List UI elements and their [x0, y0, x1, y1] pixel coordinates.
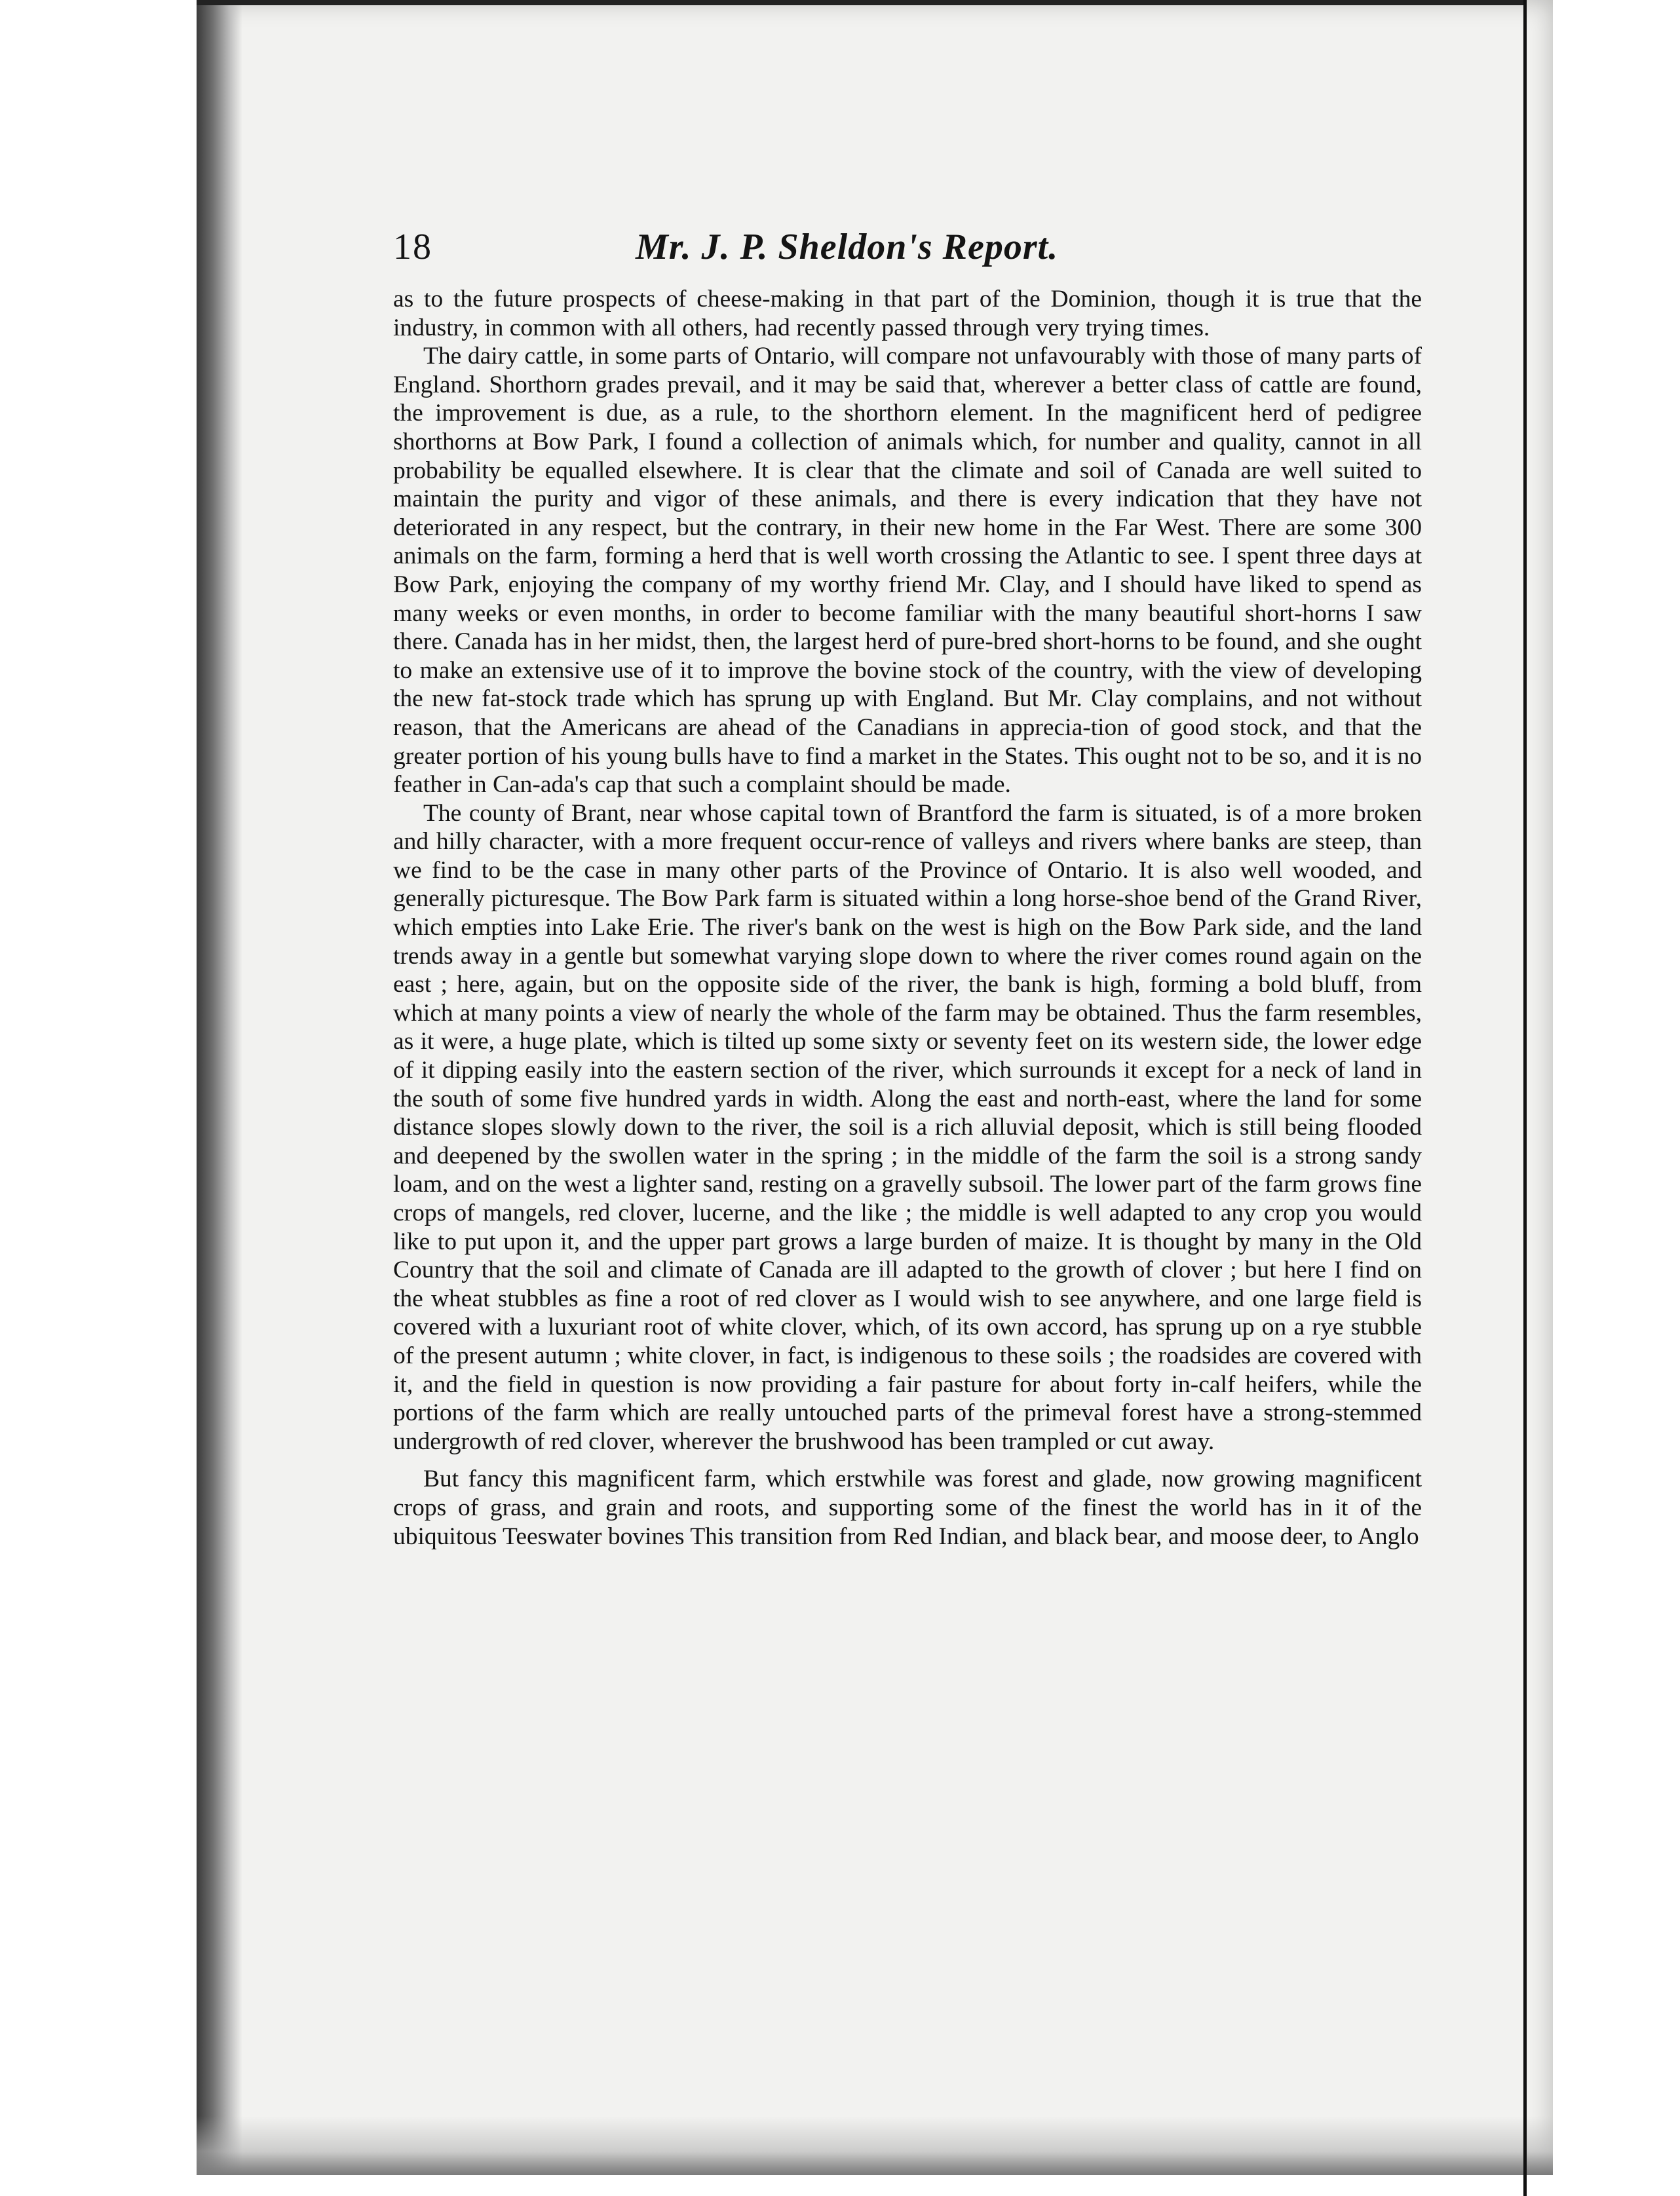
paragraph-county-of-brant: The county of Brant, near whose capital town of Brantford the farm is situated, is of a more broken and hilly character, with a more frequent occur-rence of valleys and rivers where banks are steep, than we find to be the case in many other parts of the Province of Ontario. It is also well wooded, and generally picturesque. The Bow Park farm is situated within a long horse-shoe bend of the Grand River, which empties into Lake Erie. The river's bank on the west is high on the Bow Park side, and the land trends away in a gentle but somewhat varying slope down to where the river comes round again on the east ; here, again, but on the opposite side of the river, the bank is high, forming a bold bluff, from which at many points a view of nearly the whole of the farm may be obtained. Thus the farm resembles, as it were, a huge plate, which is tilted up some sixty or seventy feet on its western side, the lower edge of it dipping easily into the eastern section of the river, which surrounds it except for a neck of land in the south of some five hundred yards in width. Along the east and north-east, where the land for some distance slopes slowly down to the river, the soil is a rich alluvial deposit, which is still being flooded and deepened by the swollen water in the spring ; in the middle of the farm the soil is a strong sandy loam, and on the west a lighter sand, resting on a gravelly subsoil. The lower part of the farm grows fine crops of mangels, red clover, lucerne, and the like ; the middle is well adapted to any crop you would like to put upon it, and the upper part grows a large burden of maize. It is thought by many in the Old Country that the soil and climate of Canada are ill adapted to the growth of clover ; but here I find on the wheat stubbles as fine a root of red clover as I would wish to see anywhere, and one large field is covered with a luxuriant root of white clover, which, of its own accord, has sprung up on a rye stubble of the present autumn ; white clover, in fact, is indigenous to these soils ; the roadsides are covered with it, and the field in question is now providing a fair pasture for about forty in-calf heifers, while the portions of the farm which are really untouched parts of the primeval forest have a strong-stemmed undergrowth of red clover, wherever the brushwood has been trampled or cut away.: [393, 799, 1422, 1455]
page-number: 18: [393, 227, 432, 267]
running-title: Mr. J. P. Sheldon's Report.: [636, 227, 1059, 267]
page-top-edge: [197, 0, 1527, 5]
paragraph-dairy-cattle: The dairy cattle, in some parts of Ontario, will compare not unfavourably with those of many parts of England. Shorthorn grades prevail, and it may be said that, wherever a better class of cattle are found, the improvement is due, as a rule, to the shorthorn element. In the magnificent herd of pedigree shorthorns at Bow Park, I found a collection of animals which, for number and quality, cannot in all probability be equalled elsewhere. It is clear that the climate and soil of Canada are well suited to maintain the purity and vigor of these animals, and there is every indication that they have not deteriorated in any respect, but the contrary, in their new home in the Far West. There are some 300 animals on the farm, forming a herd that is well worth crossing the Atlantic to see. I spent three days at Bow Park, enjoying the company of my worthy friend Mr. Clay, and I should have liked to spend as many weeks or even months, in order to become familiar with the many beautiful short-horns I saw there. Canada has in her midst, then, the largest herd of pure-bred short-horns to be found, and she ought to make an extensive use of it to improve the bovine stock of the country, with the view of developing the new fat-stock trade which has sprung up with England. But Mr. Clay complains, and not without reason, that the Americans are ahead of the Canadians in apprecia-tion of good stock, and that the greater portion of his young bulls have to find a market in the States. This ought not to be so, and it is no feather in Can-ada's cap that such a complaint should be made.: [393, 343, 1422, 799]
page-right-edge: [1523, 0, 1527, 2196]
book-page: [393, 226, 1422, 1551]
paragraph-continuation: as to the future prospects of cheese-making in that part of the Dominion, though it is true that the industry, in common with all others, had recently passed through very trying times.: [393, 286, 1422, 341]
paragraph-magnificent-farm: But fancy this magnificent farm, which erstwhile was forest and glade, now growing magnificent crops of grass, and grain and roots, and supporting some of the finest the world has in it of the ubiquitous Teeswater bovines This transition from Red Indian, and black bear, and moose deer, to Anglo: [393, 1466, 1422, 1550]
body-text: [393, 285, 1422, 1551]
running-head: [393, 226, 1422, 272]
